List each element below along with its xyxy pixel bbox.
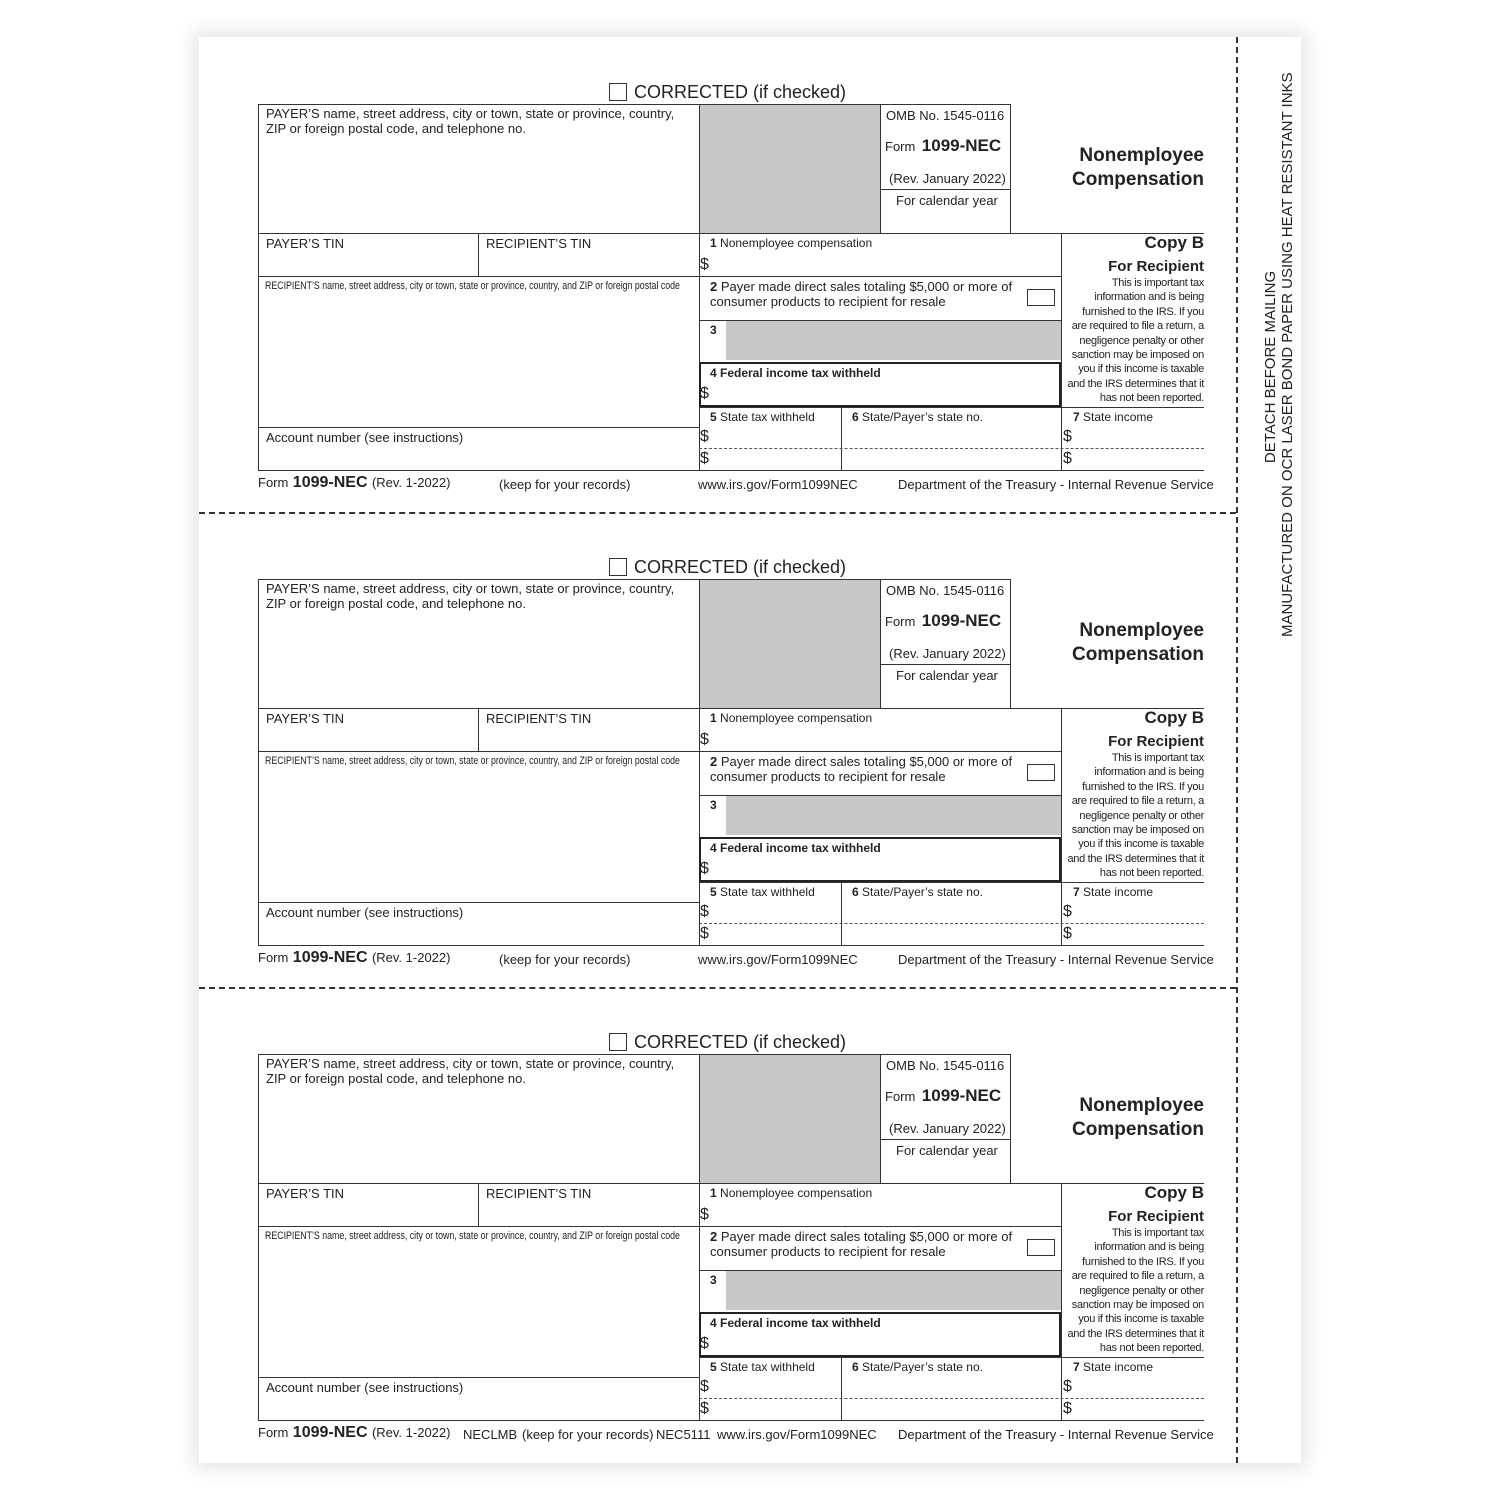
box7-number: 7	[1073, 885, 1080, 899]
box6-label	[852, 1360, 983, 1374]
box3-number: 3	[710, 798, 717, 812]
box5-label	[710, 1360, 815, 1374]
payer-name-label: PAYER’S name, street address, city or town, state or province, country, ZIP or foreign postal code, and telephone no.	[266, 581, 675, 611]
form-id	[885, 136, 1001, 156]
box5-dollar: $	[700, 925, 709, 942]
calendar-year-label: For calendar year	[896, 193, 998, 208]
omb-number: OMB No. 1545-0116	[886, 108, 1005, 123]
box7-dollar: $	[1063, 428, 1072, 445]
payer-tin-label: PAYER’S TIN	[266, 1186, 345, 1201]
footer-form-number: 1099-NEC	[292, 474, 368, 491]
box7-dollar: $	[1063, 450, 1072, 467]
shaded-area	[699, 579, 880, 708]
revision-date: (Rev. January 2022)	[889, 171, 1006, 186]
box7-dollar: $	[1063, 1400, 1072, 1417]
box7-number: 7	[1073, 1360, 1080, 1374]
form-1099-nec-copy-2	[199, 512, 1236, 987]
box1-text: Nonemployee compensation	[720, 236, 873, 250]
footer-code1: NECLMB	[463, 1427, 518, 1442]
title-line2: Compensation	[1072, 1119, 1204, 1140]
footer-revision: (Rev. 1-2022)	[371, 475, 451, 490]
box4-label: 4 Federal income tax withheld	[710, 841, 881, 855]
recipient-name-label: RECIPIENT’S name, street address, city or town, state or province, country, and ZIP or foreign postal code	[265, 755, 680, 767]
form-prefix: Form	[885, 139, 916, 154]
account-number-label: Account number (see instructions)	[266, 1380, 464, 1395]
box2-text: Payer made direct sales totaling $5,000 or more of consumer products to recipient for resale	[710, 279, 1013, 309]
box5-dollar: $	[700, 1400, 709, 1417]
box7-label	[1073, 1360, 1153, 1374]
revision-date: (Rev. January 2022)	[889, 646, 1006, 661]
box1-dollar: $	[700, 256, 709, 273]
footer-revision: (Rev. 1-2022)	[371, 1425, 451, 1440]
box2-label	[710, 1229, 1020, 1259]
box1-label	[710, 711, 872, 725]
copy-label: Copy B	[1144, 233, 1204, 252]
title-line1: Nonemployee	[1079, 145, 1204, 166]
box1-number: 1	[710, 236, 717, 250]
recipient-tin-label: RECIPIENT’S TIN	[486, 1186, 592, 1201]
box1-text: Nonemployee compensation	[720, 1186, 873, 1200]
box4-label: 4 Federal income tax withheld	[710, 1316, 881, 1330]
recipient-tin-label: RECIPIENT’S TIN	[486, 236, 592, 251]
box2-checkbox[interactable]	[1027, 1239, 1055, 1256]
calendar-year-label: For calendar year	[896, 1143, 998, 1158]
recipient-notice: This is important tax information and is being furnished to the IRS. If you are required to file a return, a negligence penalty or other sanction may be imposed on you if this income is taxable and the IRS determines that it has not been reported.	[1067, 1227, 1204, 1355]
omb-number: OMB No. 1545-0116	[886, 583, 1005, 598]
corrected-label: CORRECTED (if checked)	[634, 1032, 847, 1052]
box5-number: 5	[710, 410, 717, 424]
footer-department: Department of the Treasury - Internal Revenue Service	[898, 477, 1214, 492]
box2-number: 2	[710, 754, 718, 769]
footer-keep: (keep for your records)	[499, 477, 631, 492]
box6-text: State/Payer’s state no.	[862, 410, 983, 424]
footer-keep: (keep for your records)	[522, 1427, 654, 1442]
corrected-checkbox[interactable]	[609, 1033, 627, 1051]
shaded-area	[699, 104, 880, 233]
footer-form-prefix: Form	[258, 950, 289, 965]
side-margin-text	[1262, 72, 1310, 637]
box6-number: 6	[852, 885, 859, 899]
title-line2: Compensation	[1072, 169, 1204, 190]
recipient-notice: This is important tax information and is being furnished to the IRS. If you are required to file a return, a negligence penalty or other sanction may be imposed on you if this income is taxable and the IRS determines that it has not been reported.	[1067, 277, 1204, 405]
box3-number: 3	[710, 323, 717, 337]
box2-checkbox[interactable]	[1027, 764, 1055, 781]
box7-label	[1073, 885, 1153, 899]
box6-label	[852, 885, 983, 899]
footer-form-id	[258, 949, 450, 967]
omb-number: OMB No. 1545-0116	[886, 1058, 1005, 1073]
box1-text: Nonemployee compensation	[720, 711, 873, 725]
payer-name-label: PAYER’S name, street address, city or town, state or province, country, ZIP or foreign postal code, and telephone no.	[266, 106, 675, 136]
form-number: 1099-NEC	[921, 136, 1002, 155]
box4-dollar: $	[700, 1335, 709, 1352]
box7-text: State income	[1083, 885, 1154, 899]
form-1099-nec-copy-1	[199, 37, 1236, 512]
box5-dollar: $	[700, 1378, 709, 1395]
box2-label	[710, 279, 1020, 309]
form-id	[885, 1086, 1001, 1106]
box3-shaded	[726, 795, 1061, 835]
footer-department: Department of the Treasury - Internal Revenue Service	[898, 952, 1214, 967]
box2-checkbox[interactable]	[1027, 289, 1055, 306]
box2-number: 2	[710, 1229, 718, 1244]
copy-label: Copy B	[1144, 708, 1204, 727]
footer-revision: (Rev. 1-2022)	[371, 950, 451, 965]
payer-tin-label: PAYER’S TIN	[266, 711, 345, 726]
box1-dollar: $	[700, 731, 709, 748]
for-recipient-label: For Recipient	[1108, 1208, 1204, 1225]
box3-shaded	[726, 320, 1061, 360]
for-recipient-label: For Recipient	[1108, 733, 1204, 750]
title-line2: Compensation	[1072, 644, 1204, 665]
footer-form-prefix: Form	[258, 475, 289, 490]
box6-number: 6	[852, 1360, 859, 1374]
corrected-checkbox[interactable]	[609, 83, 627, 101]
form-prefix: Form	[885, 614, 916, 629]
box2-label	[710, 754, 1020, 784]
box2-number: 2	[710, 279, 718, 294]
box6-label	[852, 410, 983, 424]
calendar-year-label: For calendar year	[896, 668, 998, 683]
box4-dollar: $	[700, 860, 709, 877]
footer-form-id	[258, 474, 450, 492]
box5-text: State tax withheld	[720, 1360, 815, 1374]
recipient-notice: This is important tax information and is being furnished to the IRS. If you are required to file a return, a negligence penalty or other sanction may be imposed on you if this income is taxable and the IRS determines that it has not been reported.	[1067, 752, 1204, 880]
footer-department: Department of the Treasury - Internal Revenue Service	[898, 1427, 1214, 1442]
box5-dollar: $	[700, 450, 709, 467]
footer-form-number: 1099-NEC	[292, 1424, 368, 1441]
box6-text: State/Payer’s state no.	[862, 1360, 983, 1374]
form-title	[1019, 144, 1204, 192]
account-number-label: Account number (see instructions)	[266, 430, 464, 445]
box3-shaded	[726, 1270, 1061, 1310]
box7-number: 7	[1073, 410, 1080, 424]
vertical-perforation	[1236, 37, 1238, 1463]
footer-url: www.irs.gov/Form1099NEC	[717, 1427, 877, 1442]
box7-text: State income	[1083, 1360, 1154, 1374]
paper-note-text: MANUFACTURED ON OCR LASER BOND PAPER USING HEAT RESISTANT INKS	[1279, 72, 1296, 637]
box6-text: State/Payer’s state no.	[862, 885, 983, 899]
recipient-name-label: RECIPIENT’S name, street address, city or town, state or province, country, and ZIP or foreign postal code	[265, 280, 680, 292]
box5-text: State tax withheld	[720, 885, 815, 899]
box5-label	[710, 410, 815, 424]
box5-dollar: $	[700, 428, 709, 445]
footer-url: www.irs.gov/Form1099NEC	[698, 477, 858, 492]
box6-number: 6	[852, 410, 859, 424]
box5-text: State tax withheld	[720, 410, 815, 424]
box7-text: State income	[1083, 410, 1154, 424]
payer-tin-label: PAYER’S TIN	[266, 236, 345, 251]
account-number-label: Account number (see instructions)	[266, 905, 464, 920]
form-number: 1099-NEC	[921, 611, 1002, 630]
corrected-checkbox[interactable]	[609, 558, 627, 576]
recipient-name-label: RECIPIENT’S name, street address, city or town, state or province, country, and ZIP or foreign postal code	[265, 1230, 680, 1242]
form-number: 1099-NEC	[921, 1086, 1002, 1105]
box5-dollar: $	[700, 903, 709, 920]
shaded-area	[699, 1054, 880, 1183]
box4-label: 4 Federal income tax withheld	[710, 366, 881, 380]
corrected-label: CORRECTED (if checked)	[634, 82, 847, 102]
box1-dollar: $	[700, 1206, 709, 1223]
box1-label	[710, 236, 872, 250]
revision-date: (Rev. January 2022)	[889, 1121, 1006, 1136]
copy-label: Copy B	[1144, 1183, 1204, 1202]
title-line1: Nonemployee	[1079, 1095, 1204, 1116]
box3-number: 3	[710, 1273, 717, 1287]
title-line1: Nonemployee	[1079, 620, 1204, 641]
form-title	[1019, 619, 1204, 667]
box7-dollar: $	[1063, 1378, 1072, 1395]
box2-text: Payer made direct sales totaling $5,000 or more of consumer products to recipient for resale	[710, 754, 1013, 784]
box4-dollar: $	[700, 385, 709, 402]
footer-form-number: 1099-NEC	[292, 949, 368, 966]
form-title	[1019, 1094, 1204, 1142]
form-id	[885, 611, 1001, 631]
payer-name-label: PAYER’S name, street address, city or town, state or province, country, ZIP or foreign postal code, and telephone no.	[266, 1056, 675, 1086]
box5-label	[710, 885, 815, 899]
footer-url: www.irs.gov/Form1099NEC	[698, 952, 858, 967]
footer-form-prefix: Form	[258, 1425, 289, 1440]
box1-label	[710, 1186, 872, 1200]
footer-form-id	[258, 1424, 450, 1442]
footer-keep: (keep for your records)	[499, 952, 631, 967]
box2-text: Payer made direct sales totaling $5,000 or more of consumer products to recipient for resale	[710, 1229, 1013, 1259]
box5-number: 5	[710, 885, 717, 899]
box5-number: 5	[710, 1360, 717, 1374]
form-prefix: Form	[885, 1089, 916, 1104]
box1-number: 1	[710, 711, 717, 725]
corrected-label: CORRECTED (if checked)	[634, 557, 847, 577]
recipient-tin-label: RECIPIENT’S TIN	[486, 711, 592, 726]
form-sheet	[199, 37, 1301, 1463]
for-recipient-label: For Recipient	[1108, 258, 1204, 275]
box7-dollar: $	[1063, 903, 1072, 920]
box7-dollar: $	[1063, 925, 1072, 942]
detach-text: DETACH BEFORE MAILING	[1262, 270, 1279, 464]
footer-code2: NEC5111	[656, 1427, 711, 1442]
form-1099-nec-copy-3	[199, 987, 1236, 1462]
box7-label	[1073, 410, 1153, 424]
box1-number: 1	[710, 1186, 717, 1200]
